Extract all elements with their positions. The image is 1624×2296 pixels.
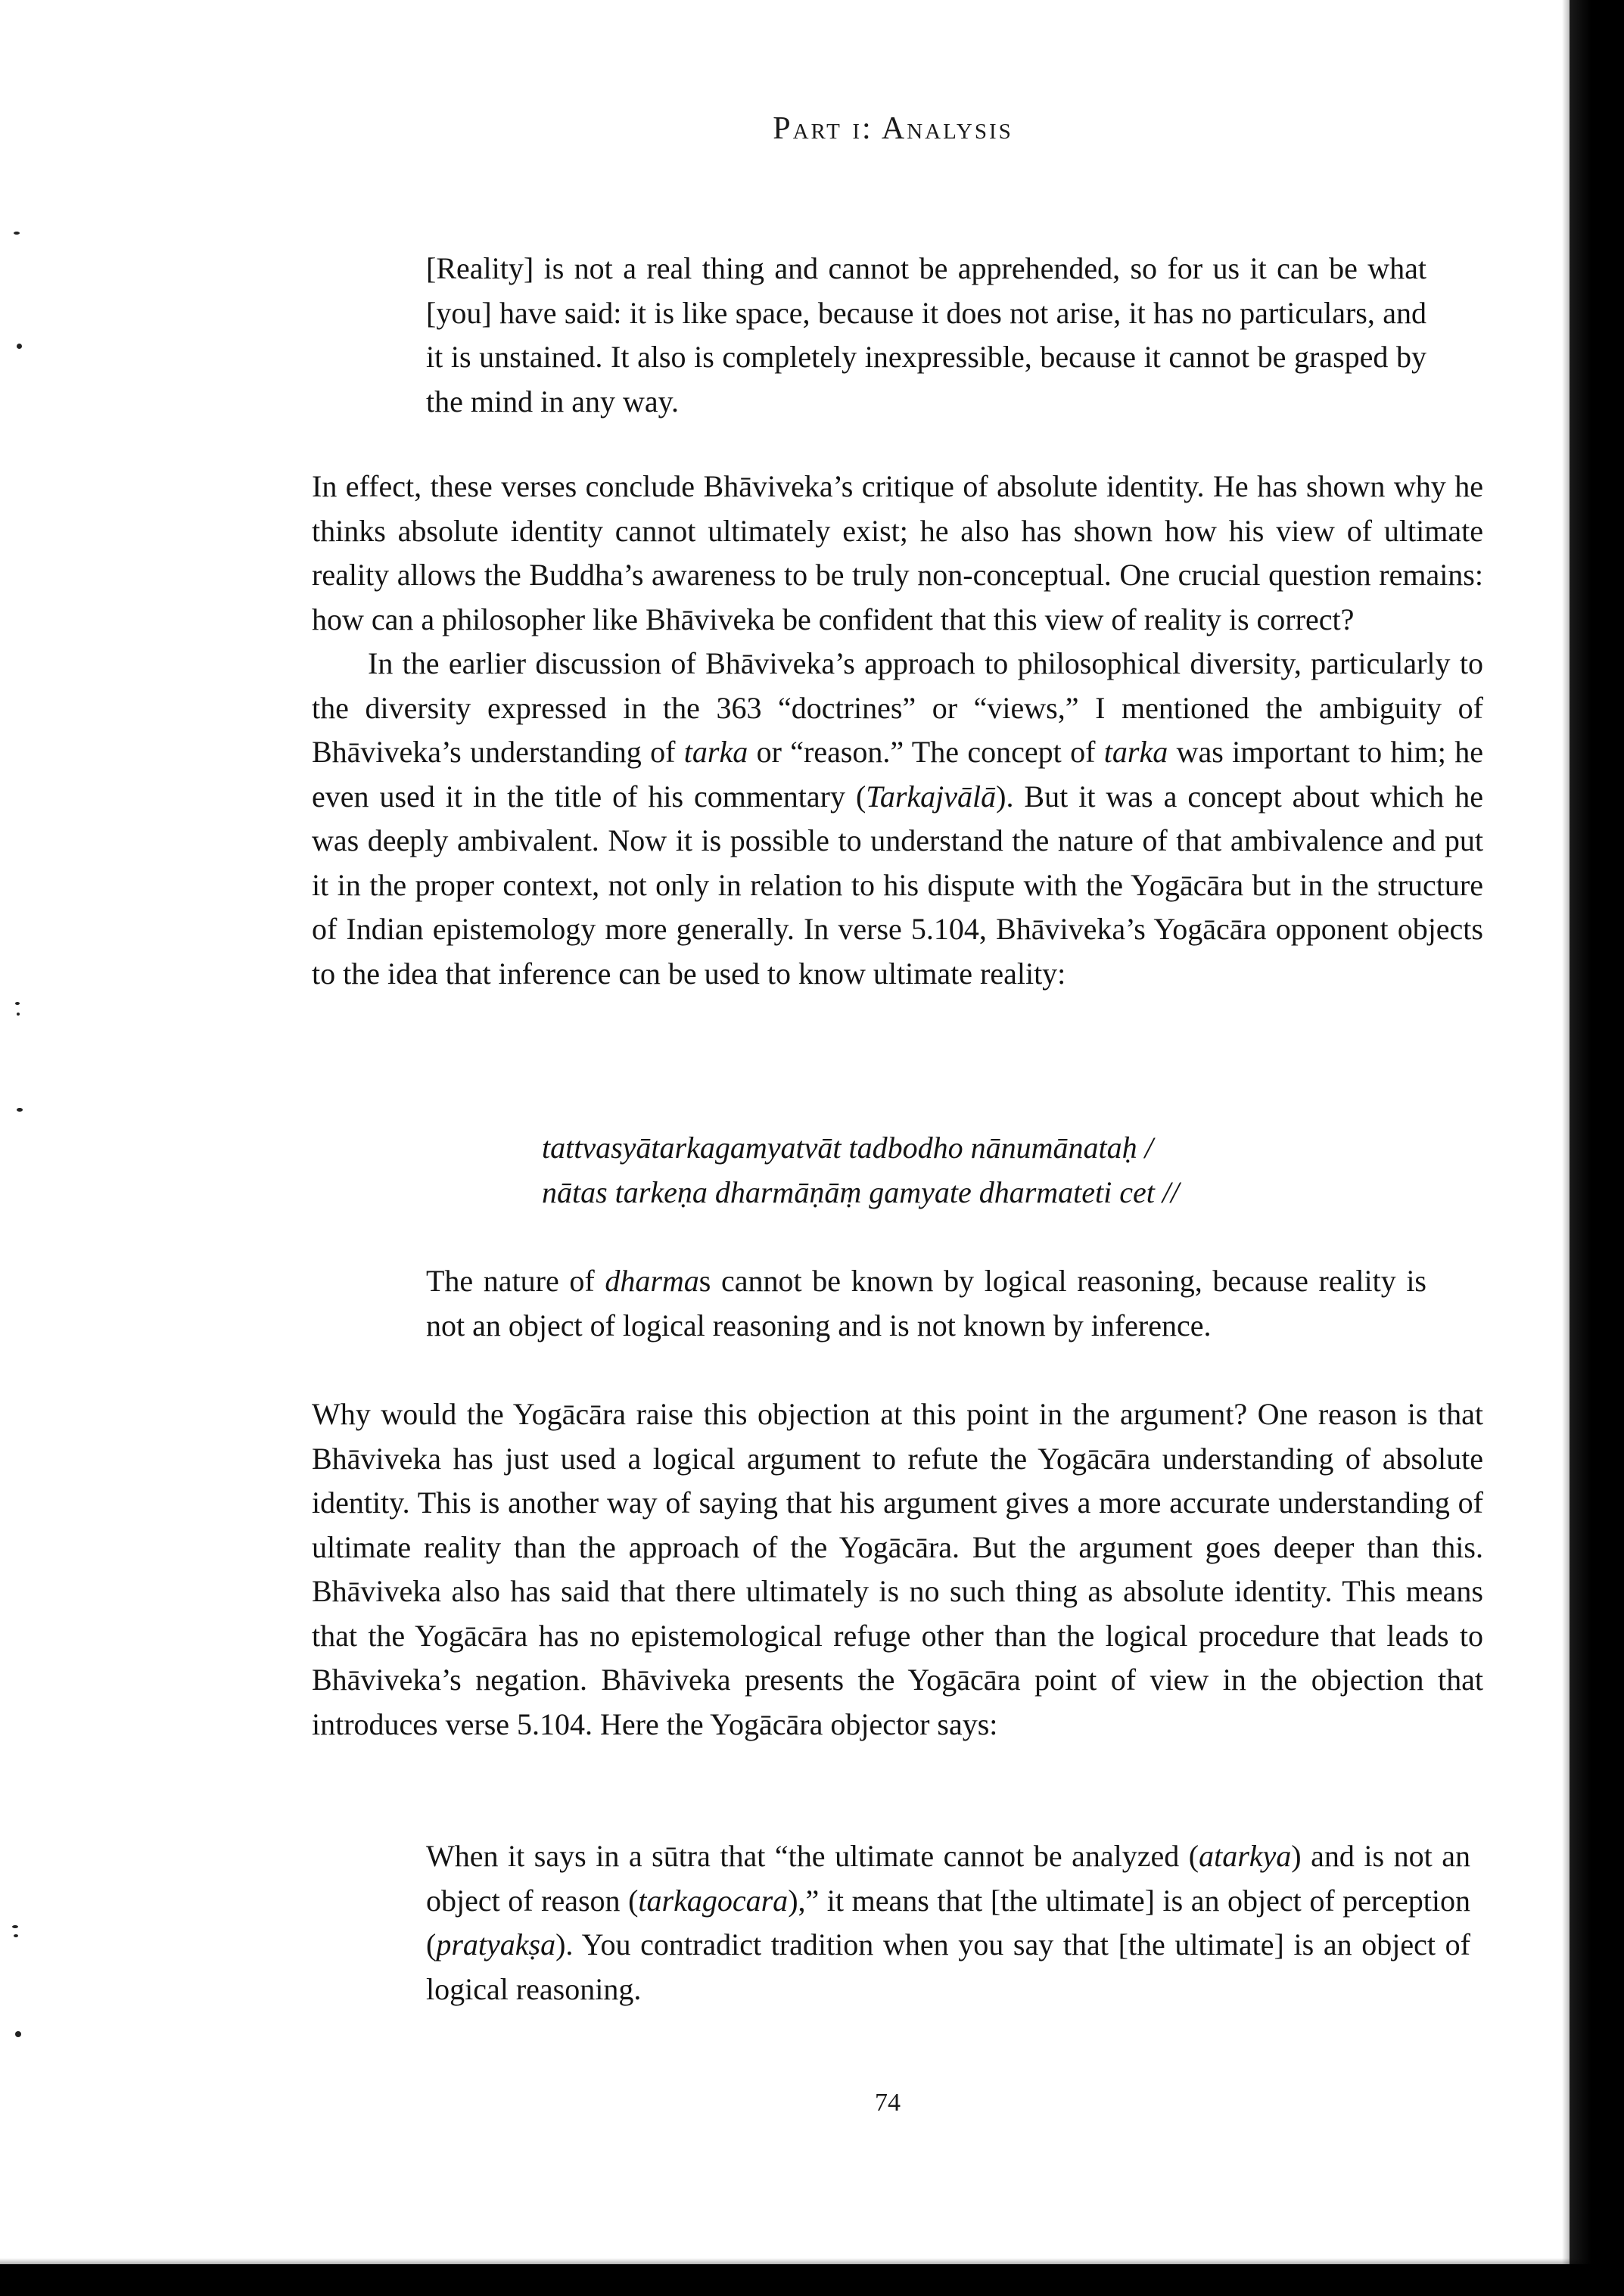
page-number: 74 [875,2089,901,2117]
scan-edge-bottom [0,2264,1624,2296]
term-tarka: tarka [683,735,748,769]
paragraph-text: When it says in a sūtra that “the ultimate cannot be analyzed ( [426,1839,1199,1873]
scan-speck [17,1108,23,1112]
scan-speck [15,1002,20,1005]
paragraph-text: ). But it was a concept about which he was deeply ambivalent. Now it is possible to understand the nature of that ambivalence and put it in the proper context, not only in relation to his dispute with the Yogācāra but in the structure of Indian epistemology more generally. In verse 5.104, Bhāviveka’s Yogācāra opponent objects to the idea that inference can be used to know ultimate reality: [312,779,1483,991]
paragraph-text: In the earlier discussion of Bhāviveka’s approach to philosophical diversity, particularly to the diversity expressed in the 363 “doctrines” or “views,” I mentioned the ambiguity of Bhāviveka’s understanding of [312,646,1483,769]
title-tarkajvala: Tarkajvālā [866,779,997,814]
body-text-section-2 [312,1392,1483,1747]
scan-edge-right [1570,0,1624,2296]
paragraph-text: ) and is not an object of reason ( [426,1839,1470,1918]
term-tarkagocara: tarkagocara [638,1883,789,1918]
sanskrit-verse [542,1126,1374,1215]
body-paragraph-1: In effect, these verses conclude Bhāviveka’s critique of absolute identity. He has shown why he thinks absolute identity cannot ultimately exist; he also has shown how his view of ultimate reality allows the Buddha’s awareness to be truly non-conceptual. One crucial question remains: how can a philosopher like Bhāviveka be confident that this view of reality is correct? [312,469,1483,636]
body-text-section-1 [312,465,1483,996]
body-paragraph-3: Why would the Yogācāra raise this objection at this point in the argument? One reason is that Bhāviveka has just used a logical argument to refute the Yogācāra understanding of absolute identity. This is another way of saying that his argument gives a more accurate understanding of ultimate reality than the approach of the Yogācāra. But the argument goes deeper than this. Bhāviveka also has said that there ultimately is no such thing as absolute identity. This means that the Yogācāra has no epistemological refuge other than the logical procedure that leads to Bhāviveka’s negation. Bhāviveka presents the Yogācāra point of view in the objection that introduces verse 5.104. Here the Yogācāra objector says: [312,1397,1483,1741]
paragraph-text: was important to him; he even used it in the title of his commentary ( [312,735,1483,814]
verse-line-1: tattvasyātarkagamyatvāt tadbodho nānumānataḥ / [542,1131,1153,1165]
scan-speck [15,2031,21,2037]
running-head: Part i: Analysis [773,111,1013,146]
term-atarkya: atarkya [1199,1839,1292,1873]
term-pratyaksa: pratyakṣa [436,1927,556,1962]
scan-speck [17,1013,20,1016]
paragraph-text: s cannot be known by logical reasoning, because reality is not an object of logical reasoning and is not known by inference. [426,1264,1426,1342]
paragraph-text: or “reason.” The concept of [748,735,1104,769]
block-quote-translation [426,1259,1426,1348]
term-dharma: dharma [605,1264,699,1298]
verse-line-2: nātas tarkeṇa dharmāṇāṃ gamyate dharmateti cet // [542,1174,1180,1209]
term-tarka: tarka [1103,735,1168,769]
scan-speck [12,1925,18,1928]
scan-speck [14,1934,18,1937]
quote-paragraph [426,1834,1470,2011]
paragraph-text: The nature of [426,1264,605,1298]
block-quote-objector [426,1834,1470,2011]
quote-paragraph [426,1259,1426,1348]
quote-paragraph: [Reality] is not a real thing and cannot be apprehended, so for us it can be what [you] have said: it is like space, because it does not arise, it has no particulars, and it is unstained. It also is completely inexpressible, because it cannot be grasped by the mind in any way. [426,251,1426,418]
body-paragraph-2 [312,642,1483,996]
paragraph-text: ),” it means that [the ultimate] is an object of perception ( [426,1883,1470,1962]
paragraph-text: ). You contradict tradition when you say that [the ultimate] is an object of logical reasoning. [426,1927,1470,2006]
scan-speck [17,344,22,349]
scan-speck [14,232,20,235]
block-quote-reality [426,247,1426,424]
